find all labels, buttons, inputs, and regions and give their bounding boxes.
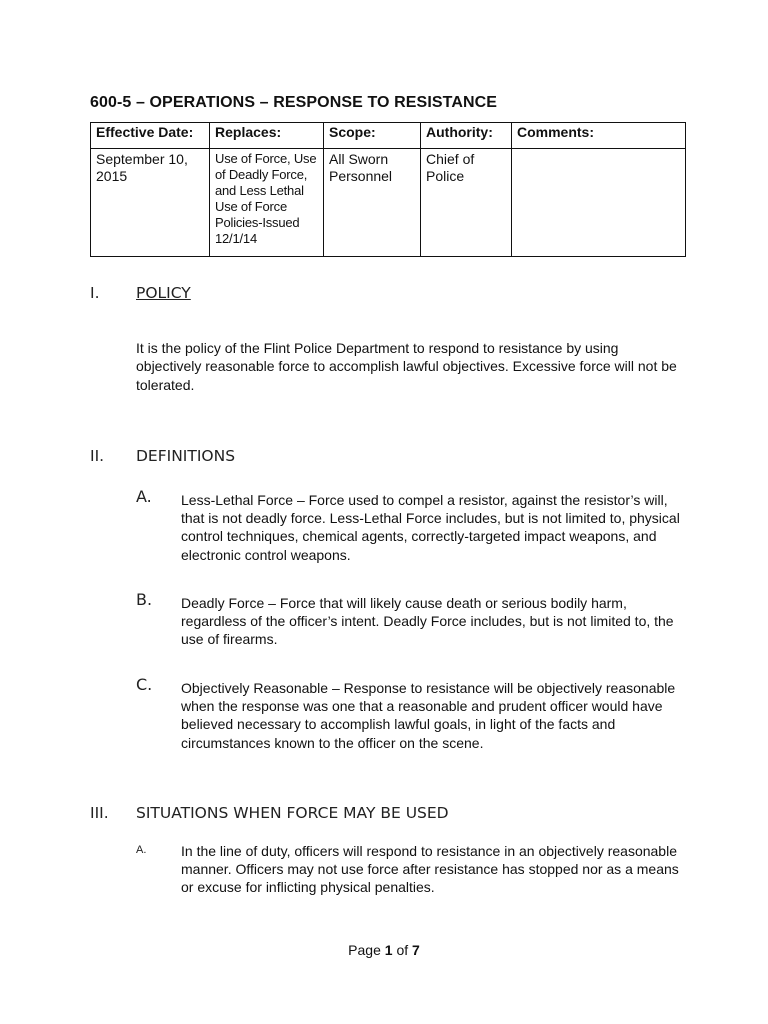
header-effective-date: Effective Date: <box>91 123 210 149</box>
document-title: 600-5 – OPERATIONS – RESPONSE TO RESISTANCE <box>90 94 498 111</box>
item-letter: B. <box>136 590 153 609</box>
item-text: Less-Lethal Force – Force used to compel a resistor, against the resistor’s will, that is not deadly force. Less-Lethal Force includes, but is not limited to, physical control techniques, chemical agents, correctly-targeted impact weapons, and electronic control weapons. <box>181 492 680 563</box>
item-letter: C. <box>136 675 153 694</box>
cell-comments <box>512 149 686 257</box>
item-letter: A. <box>136 844 147 856</box>
cell-replaces: Use of Force, Use of Deadly Force, and Less Lethal Use of Force Policies-Issued 12/1/14 <box>210 149 324 257</box>
section-numeral: II. <box>90 447 105 465</box>
page-footer <box>0 942 768 958</box>
header-scope: Scope: <box>324 123 421 149</box>
header-comments: Comments: <box>512 123 686 149</box>
item-text: Deadly Force – Force that will likely cause death or serious bodily harm, regardless of the officer’s intent. Deadly Force includes, but is not limited to, the use of firearms. <box>181 595 674 648</box>
table-row <box>91 149 686 257</box>
cell-authority: Chief of Police <box>421 149 512 257</box>
page-of-label: of <box>392 942 413 958</box>
cell-scope: All Sworn Personnel <box>324 149 421 257</box>
page-label: Page <box>348 942 385 958</box>
header-replaces: Replaces: <box>210 123 324 149</box>
policy-paragraph: It is the policy of the Flint Police Department to respond to resistance by using objectively reasonable force to accomplish lawful objectives. Excessive force will not be tolerated. <box>136 340 677 393</box>
item-letter: A. <box>136 487 152 506</box>
section-numeral: I. <box>90 284 100 302</box>
cell-effective-date: September 10, 2015 <box>91 149 210 257</box>
section-title: DEFINITIONS <box>136 447 236 465</box>
item-text: In the line of duty, officers will respond to resistance in an objectively reasonable manner. Officers may not use force after resistance has stopped nor as a means or excuse for inflicting physical penalties. <box>181 843 679 896</box>
section-title: SITUATIONS WHEN FORCE MAY BE USED <box>136 804 449 822</box>
item-text: Objectively Reasonable – Response to resistance will be objectively reasonable when the response was one that a reasonable and prudent officer would have believed necessary to accomplish lawful goals, in light of the facts and circumstances known to the officer on the scene. <box>181 680 676 751</box>
header-authority: Authority: <box>421 123 512 149</box>
policy-info-table <box>90 122 686 257</box>
section-numeral: III. <box>90 804 109 822</box>
table-header-row <box>91 123 686 149</box>
page-current: 1 <box>384 942 393 958</box>
section-title: POLICY <box>136 284 191 302</box>
page-total: 7 <box>412 942 420 958</box>
